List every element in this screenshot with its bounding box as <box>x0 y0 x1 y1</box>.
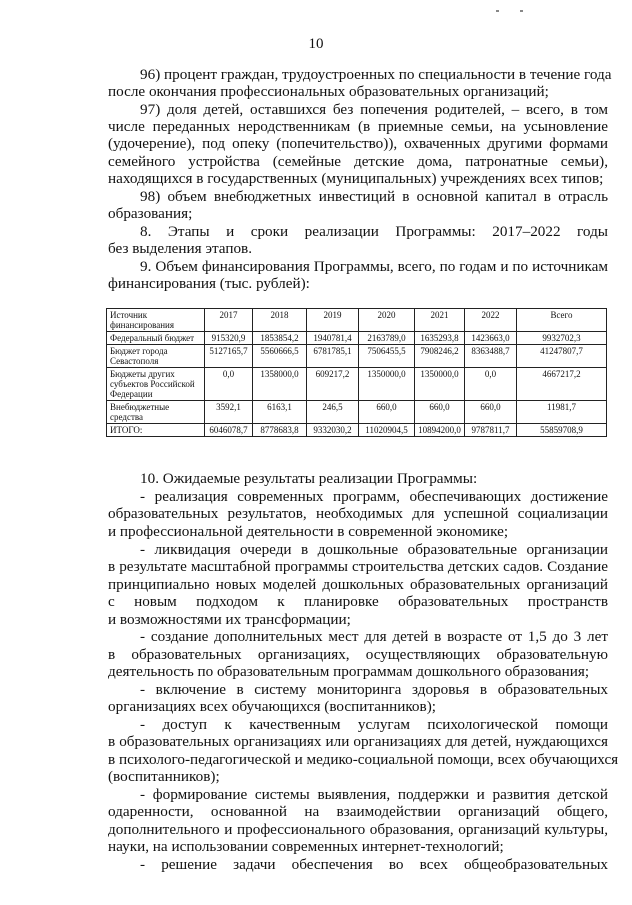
text-line: в образовательных организациях или организациях для детей, нуждающихся <box>108 733 608 750</box>
header-cell: 2018 <box>253 309 307 332</box>
table-cell: 7908246,2 <box>415 345 465 368</box>
text-line: деятельность по образовательным программам дошкольного образования; <box>108 663 590 680</box>
text-line: числе переданных неродственникам (в приемные семьи, на усыновление <box>108 118 608 135</box>
text-line: после окончания профессиональных образовательных организаций; <box>108 83 549 100</box>
table-cell: 41247807,7 <box>517 345 607 368</box>
header-cell: 2022 <box>465 309 517 332</box>
table-cell: 1635293,8 <box>415 332 465 345</box>
text-line: - включение в систему мониторинга здоровья в образовательных <box>140 681 608 698</box>
table-cell: 4667217,2 <box>517 368 607 401</box>
header-cell: 2021 <box>415 309 465 332</box>
text-line: и профессиональной деятельности в современной экономике; <box>108 523 509 540</box>
table-total-row <box>107 424 607 437</box>
table-cell: 7506455,5 <box>359 345 415 368</box>
text-line: семейного устройства (семейные детские дома, патронатные семьи), <box>108 153 608 170</box>
table-row <box>107 368 607 401</box>
table-cell: 11020904,5 <box>359 424 415 437</box>
text-line: дополнительного и профессионального образования, организаций культуры, <box>108 821 608 838</box>
text-line: 97) доля детей, оставшихся без попечения родителей, – всего, в том <box>140 101 608 118</box>
table-row <box>107 401 607 424</box>
table-cell: 5127165,7 <box>205 345 253 368</box>
table-cell: 246,5 <box>307 401 359 424</box>
table-cell: 1940781,4 <box>307 332 359 345</box>
table-cell: 915320,9 <box>205 332 253 345</box>
table-cell: 9932702,3 <box>517 332 607 345</box>
table-cell: 6163,1 <box>253 401 307 424</box>
text-line: в результате масштабной программы строительства детских садов. Создание <box>108 558 608 575</box>
text-line: находящихся в государственных (муниципальных) учреждениях всех типов; <box>108 170 604 187</box>
row-label: Бюджет города Севастополя <box>107 345 205 368</box>
text-line: 96) процент граждан, трудоустроенных по специальности в течение года <box>140 66 612 83</box>
scan-mark <box>496 10 499 12</box>
table-row <box>107 332 607 345</box>
row-label: Внебюджетные средства <box>107 401 205 424</box>
text-line: - доступ к качественным услугам психологической помощи <box>140 716 608 733</box>
text-line: 98) объем внебюджетных инвестиций в основной капитал в отрасль <box>140 188 608 205</box>
text-line: с новым подходом к планировке образовательных пространств <box>108 593 608 610</box>
page-number: 10 <box>308 36 324 52</box>
row-label: Федеральный бюджет <box>107 332 205 345</box>
table-cell: 609217,2 <box>307 368 359 401</box>
header-cell: 2019 <box>307 309 359 332</box>
text-line: (удочерение), под опеку (попечительство)), охваченных другими формами <box>108 135 608 152</box>
text-line: - реализация современных программ, обеспечивающих достижение <box>140 488 608 505</box>
table-cell: 9787811,7 <box>465 424 517 437</box>
table-cell: 1423663,0 <box>465 332 517 345</box>
header-cell: 2020 <box>359 309 415 332</box>
text-line: (воспитанников); <box>108 768 220 785</box>
table-cell: 0,0 <box>465 368 517 401</box>
table-cell: 660,0 <box>415 401 465 424</box>
text-line: организациях всех обучающихся (воспитанников); <box>108 698 436 715</box>
table-cell: 2163789,0 <box>359 332 415 345</box>
table-cell: 9332030,2 <box>307 424 359 437</box>
table-row <box>107 345 607 368</box>
table-header-row <box>107 309 607 332</box>
text-line: и возможностями их трансформации; <box>108 611 351 628</box>
table-cell: 10894200,0 <box>415 424 465 437</box>
table-cell: 660,0 <box>465 401 517 424</box>
header-cell: 2017 <box>205 309 253 332</box>
table-cell: 3592,1 <box>205 401 253 424</box>
table-cell: 11981,7 <box>517 401 607 424</box>
scan-mark <box>520 10 523 12</box>
table-cell: 1853854,2 <box>253 332 307 345</box>
table-cell: 1358000,0 <box>253 368 307 401</box>
text-line: - создание дополнительных мест для детей в возрасте от 1,5 до 3 лет <box>140 628 608 645</box>
text-line: образовательных результатов, необходимых для успешной социализации <box>108 505 608 522</box>
text-line: финансирования (тыс. рублей): <box>108 275 310 292</box>
table-cell: 6781785,1 <box>307 345 359 368</box>
table-cell: 5560666,5 <box>253 345 307 368</box>
table-cell: 55859708,9 <box>517 424 607 437</box>
financing-table <box>106 308 607 437</box>
text-line: - ликвидация очереди в дошкольные образовательные организации <box>140 541 608 558</box>
text-line: в образовательных организациях, осуществляющих образовательную <box>108 646 608 663</box>
text-line: 8. Этапы и сроки реализации Программы: 2017–2022 годы <box>140 223 608 240</box>
text-line: без выделения этапов. <box>108 240 253 257</box>
text-line: - формирование системы выявления, поддержки и развития детской <box>140 786 608 803</box>
text-line: в психолого-педагогической и медико-социальной помощи, всех обучающихся <box>108 751 619 768</box>
table-cell: 8778683,8 <box>253 424 307 437</box>
text-line: принципиально новых моделей дошкольных образовательных организаций <box>108 576 608 593</box>
text-line: образования; <box>108 205 193 222</box>
header-cell: Источник финансирования <box>107 309 205 332</box>
table-cell: 0,0 <box>205 368 253 401</box>
row-label: Бюджеты других субъектов Российской Федерации <box>107 368 205 401</box>
row-label: ИТОГО: <box>107 424 205 437</box>
text-line: одаренности, основанной на взаимодействии организаций общего, <box>108 803 608 820</box>
table-cell: 1350000,0 <box>415 368 465 401</box>
text-line: - решение задачи обеспечения во всех общеобразовательных <box>140 856 608 873</box>
text-line: 9. Объем финансирования Программы, всего, по годам и по источникам <box>140 258 608 275</box>
table-cell: 660,0 <box>359 401 415 424</box>
section-heading: 10. Ожидаемые результаты реализации Программы: <box>140 470 478 487</box>
table-cell: 8363488,7 <box>465 345 517 368</box>
table-cell: 6046078,7 <box>205 424 253 437</box>
table-cell: 1350000,0 <box>359 368 415 401</box>
header-cell: Всего <box>517 309 607 332</box>
text-line: науки, на использовании современных интернет-технологий; <box>108 838 504 855</box>
